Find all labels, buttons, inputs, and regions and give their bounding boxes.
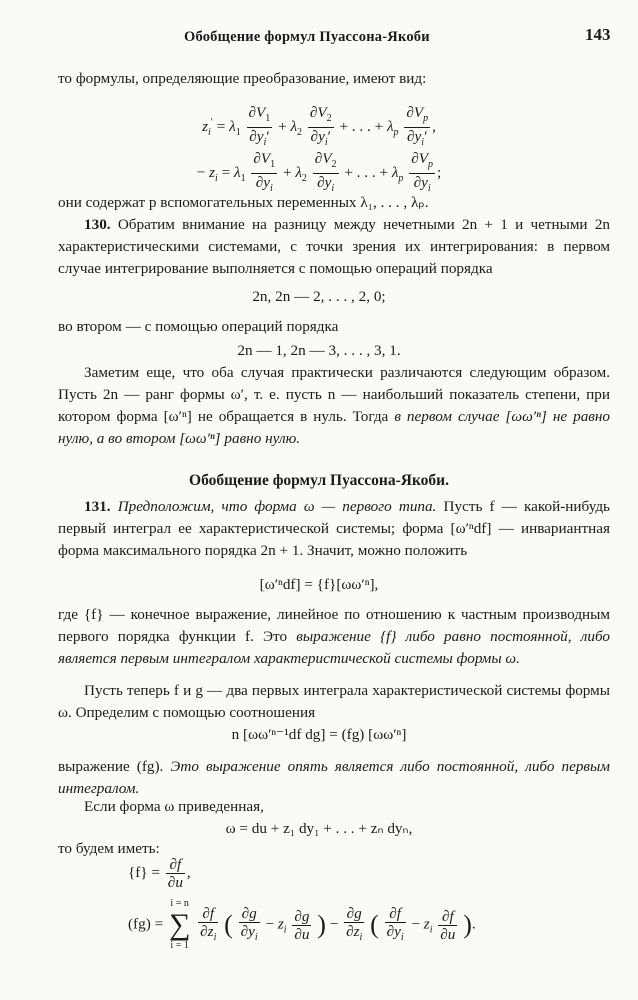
remark-text: Заметим еще, что оба случая практически различаются следующим образом. Пусть 2n — ранг формы ω′, т. е. пусть n — наибольший показатель степени, при котором форма [ω′ⁿ] не обращается в нуль. Тогда <box>58 364 610 425</box>
equation-z-prime: $z_i' = \lambda_1$ $\frac{\partial V_1}{\partial y_i'}$ + $\lambda_2$ $\frac{\partial V_2}{\partial y_i'}$ + . . . + $\lambda_p$ $\frac{\partial V_p}{\partial y_i'}$ , <box>202 104 436 148</box>
paragraph-130 <box>58 214 610 280</box>
eq2-dots: + . . . + <box>344 163 389 181</box>
eq-fg-lhs: (fg) = <box>128 915 164 933</box>
contains-line: они содержат p вспомогательных переменных λ₁, . . . , λₚ. <box>58 194 429 211</box>
paragraph-finite-expression <box>58 604 610 670</box>
equation-reduced-form: ω = du + z₁ dy₁ + . . . + zₙ dyₙ, <box>225 820 413 837</box>
sequence-odd: 2n — 1, 2n — 3, . . . , 3, 1. <box>237 342 401 359</box>
paragraph-two-integrals: Пусть теперь f и g — два первых интеграла характеристической системы формы ω. Определим с помощью соотношения <box>58 682 610 721</box>
eq-f-lhs: {f} = <box>128 863 160 881</box>
page-header <box>0 22 638 48</box>
paragraph-number-131: 131. <box>84 498 111 515</box>
section-heading: Обобщение формул Пуассона-Якоби. <box>189 472 449 489</box>
remark-italic: в первом случае [ωω′ⁿ] не равно нулю, а во втором [ωω′ⁿ] равно нулю. <box>58 408 611 447</box>
sum-lower: i = 1 <box>170 940 189 951</box>
paragraph-130-remark <box>58 362 610 450</box>
page-number: 143 <box>585 25 611 44</box>
paragraph-131 <box>58 496 610 562</box>
paragraph-131-text: Пусть f — какой-нибудь первый интеграл ее характеристической системы; форма [ω′ⁿdf] — инвариантная форма максимального порядка 2n + 1. Значит, можно положить <box>58 498 610 559</box>
reduced-form-line: Если форма ω приведенная, <box>84 798 264 815</box>
we-get-line: то будем иметь: <box>58 840 160 857</box>
running-title: Обобщение формул Пуассона-Якоби <box>184 29 430 45</box>
equation-f-braces: {f} = $\frac{\partial f}{\partial u}$ , <box>128 856 191 891</box>
finite-expression-text: где {f} — конечное выражение, линейное по отношению к частным производным первого порядка функции f. Это <box>58 606 610 645</box>
second-case-line: во втором — с помощью операций порядка <box>58 318 339 335</box>
fg-italic: Это выражение опять является либо постоянной, либо первым интегралом. <box>58 758 610 797</box>
paragraph-130-text: Обратим внимание на разницу между нечетными 2n + 1 и четными 2n характеристическими системами, с точки зрения их интегрирования: в первом случае интегрирование выполняется с помощью операций порядка <box>58 216 611 277</box>
paragraph-number-130: 130. <box>84 216 111 233</box>
equation-poisson-bracket: (fg) = i = n ∑ i = 1 $\frac{\partial f}{\partial z_i}$ ( $\frac{\partial g}{\partial y_i}$ − $z_i$ $\frac{\partial g}{\partial u}$ ) − $\frac{\partial g}{\partial z_i}$ ( $\frac{\partial f}{\partial y_i}$ − $z_i$ $\frac{\partial f}{\partial u}$ ). <box>128 898 476 951</box>
intro-line: то формулы, определяющие преобразование, имеют вид: <box>58 70 427 87</box>
eq1-dots: + . . . + <box>339 117 384 135</box>
equation-invariant-form: [ω′ⁿdf] = {f}[ωω′ⁿ], <box>259 576 379 593</box>
paragraph-fg <box>58 756 610 800</box>
paragraph-131-lead: Предположим, что форма ω — первого типа. <box>117 498 437 515</box>
sum-upper: i = n <box>170 898 189 909</box>
fg-text: выражение (fg). <box>58 758 164 775</box>
sum-symbol: i = n ∑ i = 1 <box>168 898 191 951</box>
finite-expression-italic: выражение {f} либо равно постоянной, либо является первым интегралом характеристической системы формы ω. <box>58 628 610 667</box>
equation-minus-z: − $z_i = \lambda_1$ $\frac{\partial V_1}{\partial y_i}$ + $\lambda_2$ $\frac{\partial V_2}{\partial y_i}$ + . . . + $\lambda_p$ $\frac{\partial V_p}{\partial y_i}$ ; <box>196 150 442 194</box>
equation-bracket: n [ωω′ⁿ⁻¹df dg] = (fg) [ωω′ⁿ] <box>231 726 407 743</box>
sequence-even: 2n, 2n — 2, . . . , 2, 0; <box>252 288 386 305</box>
